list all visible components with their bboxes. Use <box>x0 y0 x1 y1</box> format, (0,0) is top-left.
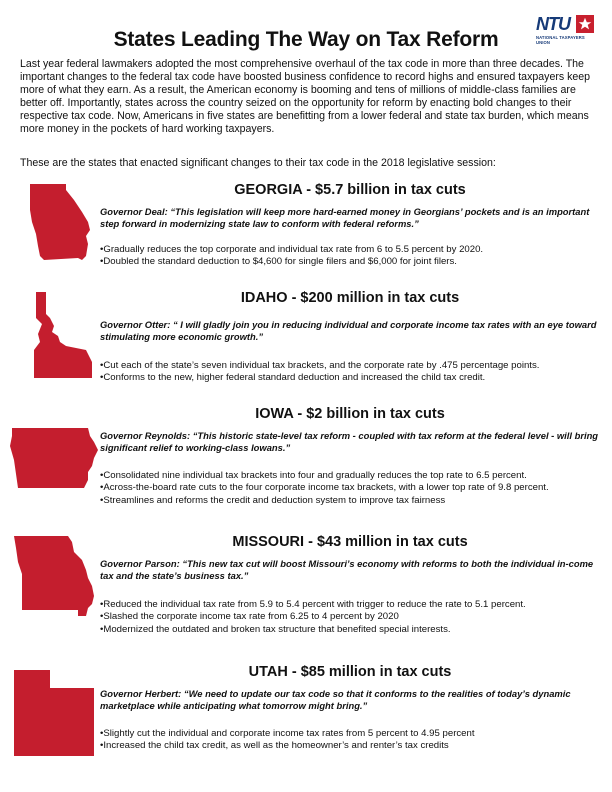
bullet-list <box>100 244 605 269</box>
utah-map-icon <box>12 668 98 760</box>
page-title: States Leading The Way on Tax Reform <box>113 28 499 51</box>
state-heading: MISSOURI - $43 million in tax cuts <box>232 534 468 550</box>
bullet-list <box>100 470 605 507</box>
governor-quote <box>100 430 600 455</box>
governor-quote <box>100 558 600 583</box>
quote-text: “This new tax cut will boost Missouri’s economy with reforms to both the individual in-come tax and the state’s business tax.” <box>100 558 594 582</box>
quote-text: “ I will gladly join you in reducing individual and corporate income tax rates with an eye toward stimulating more economic growth.” <box>100 319 597 343</box>
list-item: •Conforms to the new, higher federal standard deduction and increased the child tax credit. <box>100 372 486 384</box>
ntu-logo <box>536 14 598 50</box>
list-item: •Consolidated nine individual tax brackets into four and gradually reduces the top rate to 6.5 percent. <box>100 470 527 481</box>
list-item: •Slashed the corporate income tax rate from 6.25 to 4 percent by 2020 <box>100 611 399 623</box>
intro-paragraph: Last year federal lawmakers adopted the most comprehensive overhaul of the tax code in more than three decades. The important changes to the federal tax code have boosted business confidence to record highs and ensured taxpayers keep more of what they earn. As a result, the American economy is booming and tens of millions of middle-class families are better off. Importantly, states across the country seized on the opportunity for reform by enacting bold changes to their respective tax code. Now, Americans in five states are benefitting from a lower federal and state tax burden, which means more money in the pockets of hard working taxpayers. <box>20 58 591 136</box>
governor-name: Governor Parson: <box>100 558 180 569</box>
list-item: •Reduced the individual tax rate from 5.9 to 5.4 percent with trigger to reduce the rate to 5.1 percent. <box>100 599 526 610</box>
bullet-list <box>100 360 605 385</box>
georgia-map-icon <box>22 182 96 266</box>
iowa-map-icon <box>8 422 100 492</box>
governor-quote <box>100 206 600 231</box>
state-section-missouri <box>0 530 612 650</box>
missouri-map-icon <box>12 534 98 626</box>
governor-name: Governor Otter: <box>100 319 171 330</box>
state-heading: GEORGIA - $5.7 billion in tax cuts <box>234 182 466 198</box>
state-section-utah <box>0 662 612 782</box>
state-heading: IOWA - $2 billion in tax cuts <box>255 406 445 422</box>
governor-quote <box>100 319 600 344</box>
list-item: •Cut each of the state’s seven individual tax brackets, and the corporate rate by .475 percentage points. <box>100 360 540 371</box>
logo-subtitle: NATIONAL TAXPAYERS UNION <box>536 35 585 45</box>
quote-text: “We need to update our tax code so that it conforms to the realities of today’s dynamic marketplace while anticipating what tomorrow might bring.” <box>100 688 571 712</box>
state-section-iowa <box>0 404 612 524</box>
star-icon <box>576 15 594 33</box>
list-item: •Gradually reduces the top corporate and individual tax rate from 6 to 5.5 percent by 2020. <box>100 244 484 255</box>
state-heading: UTAH - $85 million in tax cuts <box>248 664 452 680</box>
quote-text: “This historic state-level tax reform - coupled with tax reform at the federal level - will bring significant relief to working-class Iowans.” <box>100 430 599 454</box>
state-section-idaho <box>0 286 612 406</box>
list-item: •Slightly cut the individual and corporate income tax rates from 5 percent to 4.95 percent <box>100 728 475 739</box>
list-item: •Modernized the outdated and broken tax structure that benefited special interests. <box>100 623 451 635</box>
quote-text: “This legislation will keep more hard-earned money in Georgians’ pockets and is an important step forward in modernizing state law to conform with federal reforms.” <box>100 206 590 230</box>
governor-name: Governor Reynolds: <box>100 430 191 441</box>
lead-paragraph: These are the states that enacted significant changes to their tax code in the 2018 legislative session: <box>20 157 496 169</box>
governor-quote <box>100 688 600 713</box>
logo-text: NTU <box>536 14 570 34</box>
bullet-list <box>100 599 605 636</box>
governor-name: Governor Herbert: <box>100 688 182 699</box>
list-item: •Across-the-board rate cuts to the four corporate income tax brackets, with a lower top rate of 9.8 percent. <box>100 482 549 494</box>
state-section-georgia <box>0 178 612 298</box>
state-heading: IDAHO - $200 million in tax cuts <box>240 290 460 306</box>
bullet-list <box>100 728 605 753</box>
governor-name: Governor Deal: <box>100 206 168 217</box>
idaho-map-icon <box>30 290 96 382</box>
list-item: •Doubled the standard deduction to $4,600 for single filers and $6,000 for joint filers. <box>100 256 457 268</box>
list-item: •Streamlines and reforms the credit and deduction system to improve tax fairness <box>100 494 446 506</box>
list-item: •Increased the child tax credit, as well as the homeowner’s and renter’s tax credits <box>100 740 449 752</box>
